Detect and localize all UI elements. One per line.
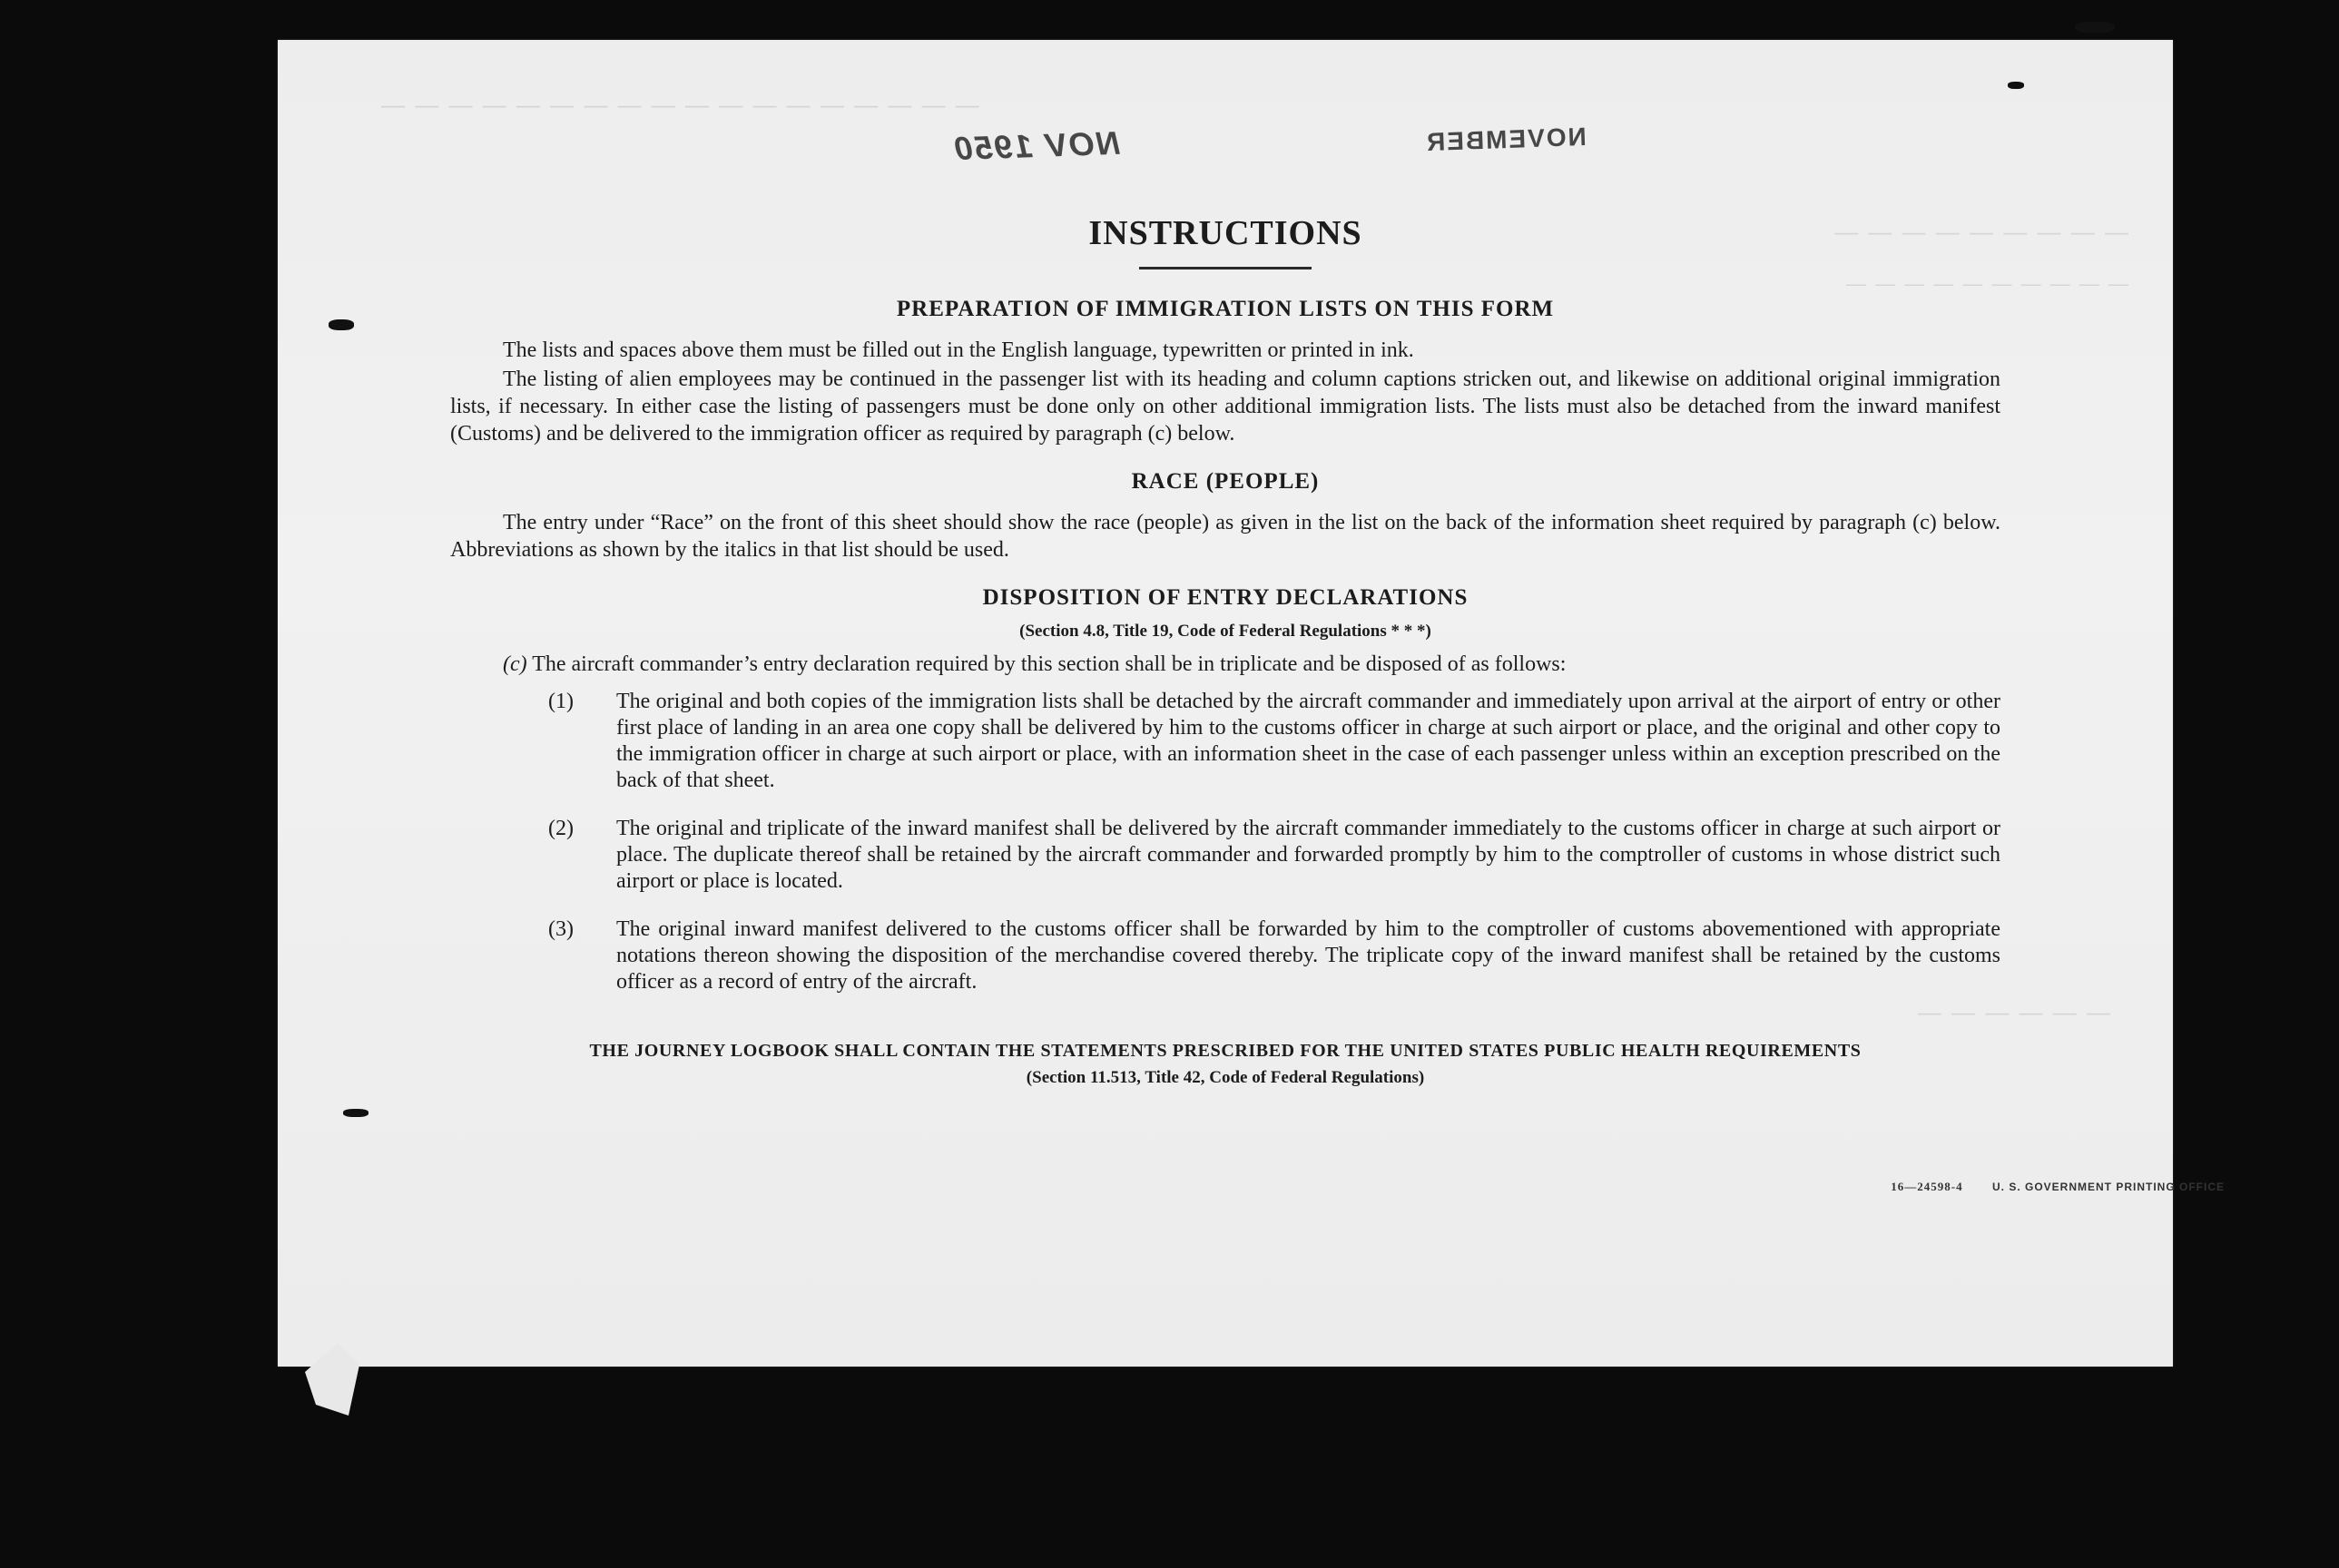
disposition-item	[450, 816, 2000, 895]
item-text: The original and both copies of the immigration lists shall be detached by the aircraft commander and immediately upon arrival at the airport of entry or other first place of landing in an area one copy shall be delivered by him to the customs officer in charge at such airport or place, and the original and other copy to the immigration officer in charge at such airport or place, with an information sheet in the case of each passenger unless within an exception prescribed on the back of that sheet.	[616, 690, 2000, 792]
disposition-item	[450, 689, 2000, 794]
item-number: (1)	[548, 690, 574, 713]
section-heading-preparation: PREPARATION OF IMMIGRATION LISTS ON THIS FORM	[896, 297, 1555, 321]
section-heading-disposition: DISPOSITION OF ENTRY DECLARATIONS	[982, 585, 1469, 610]
clause-label: (c)	[503, 652, 527, 676]
printer-imprint	[1891, 1180, 2225, 1194]
bleed-through-text: — — — — — — — — — —	[1845, 272, 2130, 295]
item-text: The original and triplicate of the inward manifest shall be delivered by the aircraft commander immediately to the customs officer in charge at such airport or place. The duplicate thereof shall be retained by the aircraft commander and forwarded promptly by him to the comptroller of customs in whose district such airport or place is located.	[616, 817, 2000, 893]
ink-mark	[2008, 82, 2024, 89]
instructions-body	[450, 211, 2000, 1090]
item-text: The original inward manifest delivered to the customs officer shall be forwarded by him to the comptroller of customs abovementioned with appropriate notations thereon showing the disposition of the merchandise covered thereby. The triplicate copy of the inward manifest shall be retained by the customs officer as a record of entry of the aircraft.	[616, 917, 2000, 994]
title-underline	[1139, 267, 1312, 270]
bleed-through-text: — — — — — — — — —	[1834, 218, 2130, 245]
form-code: 16—24598-4	[1891, 1180, 1963, 1193]
preparation-paragraph-2: The listing of alien employees may be continued in the passenger list with its heading and column captions stricken out, and likewise on additional original immigration lists, if necessary. In either case the listing of passengers must be done only on other additional immigration lists. The lists must also be detached from the inward manifest (Customs) and be delivered to the immigration officer as required by paragraph (c) below.	[450, 368, 2000, 446]
bleed-through-text: — — — — — —	[1917, 998, 2112, 1025]
mirrored-stamp: NOV 1950	[952, 123, 1121, 168]
bleed-through-text: — — — — — — — — — — — — — — — — — —	[381, 91, 981, 118]
ink-mark	[329, 319, 354, 330]
disposition-citation: (Section 4.8, Title 19, Code of Federal Regulations * * *)	[1019, 622, 1431, 641]
printing-office: U. S. GOVERNMENT PRINTING OFFICE	[1991, 1181, 2225, 1193]
mirrored-stamp: NOVEMBER	[1424, 122, 1587, 157]
item-number: (2)	[548, 817, 574, 840]
item-number: (3)	[548, 917, 574, 941]
clause-text: The aircraft commander’s entry declaration required by this section shall be in triplicate and be disposed of as follows:	[532, 652, 1567, 676]
logbook-statement: THE JOURNEY LOGBOOK SHALL CONTAIN THE STATEMENTS PRESCRIBED FOR THE UNITED STATES PUBLIC HEALTH REQUIREMENTS	[589, 1041, 1862, 1061]
disposition-clause	[450, 651, 2000, 678]
ink-mark	[343, 1109, 369, 1117]
section-heading-race: RACE (PEOPLE)	[1131, 469, 1320, 494]
logbook-citation: (Section 11.513, Title 42, Code of Federal Regulations)	[1026, 1068, 1425, 1087]
preparation-paragraph-1: The lists and spaces above them must be filled out in the English language, typewritten or printed in ink.	[503, 338, 1414, 362]
ink-mark	[2075, 22, 2115, 33]
disposition-item	[450, 916, 2000, 995]
race-paragraph: The entry under “Race” on the front of this sheet should show the race (people) as given in the list on the back of the information sheet required by paragraph (c) below. Abbreviations as shown by the italics in that list should be used.	[450, 511, 2000, 562]
page-title: INSTRUCTIONS	[1088, 214, 1362, 252]
